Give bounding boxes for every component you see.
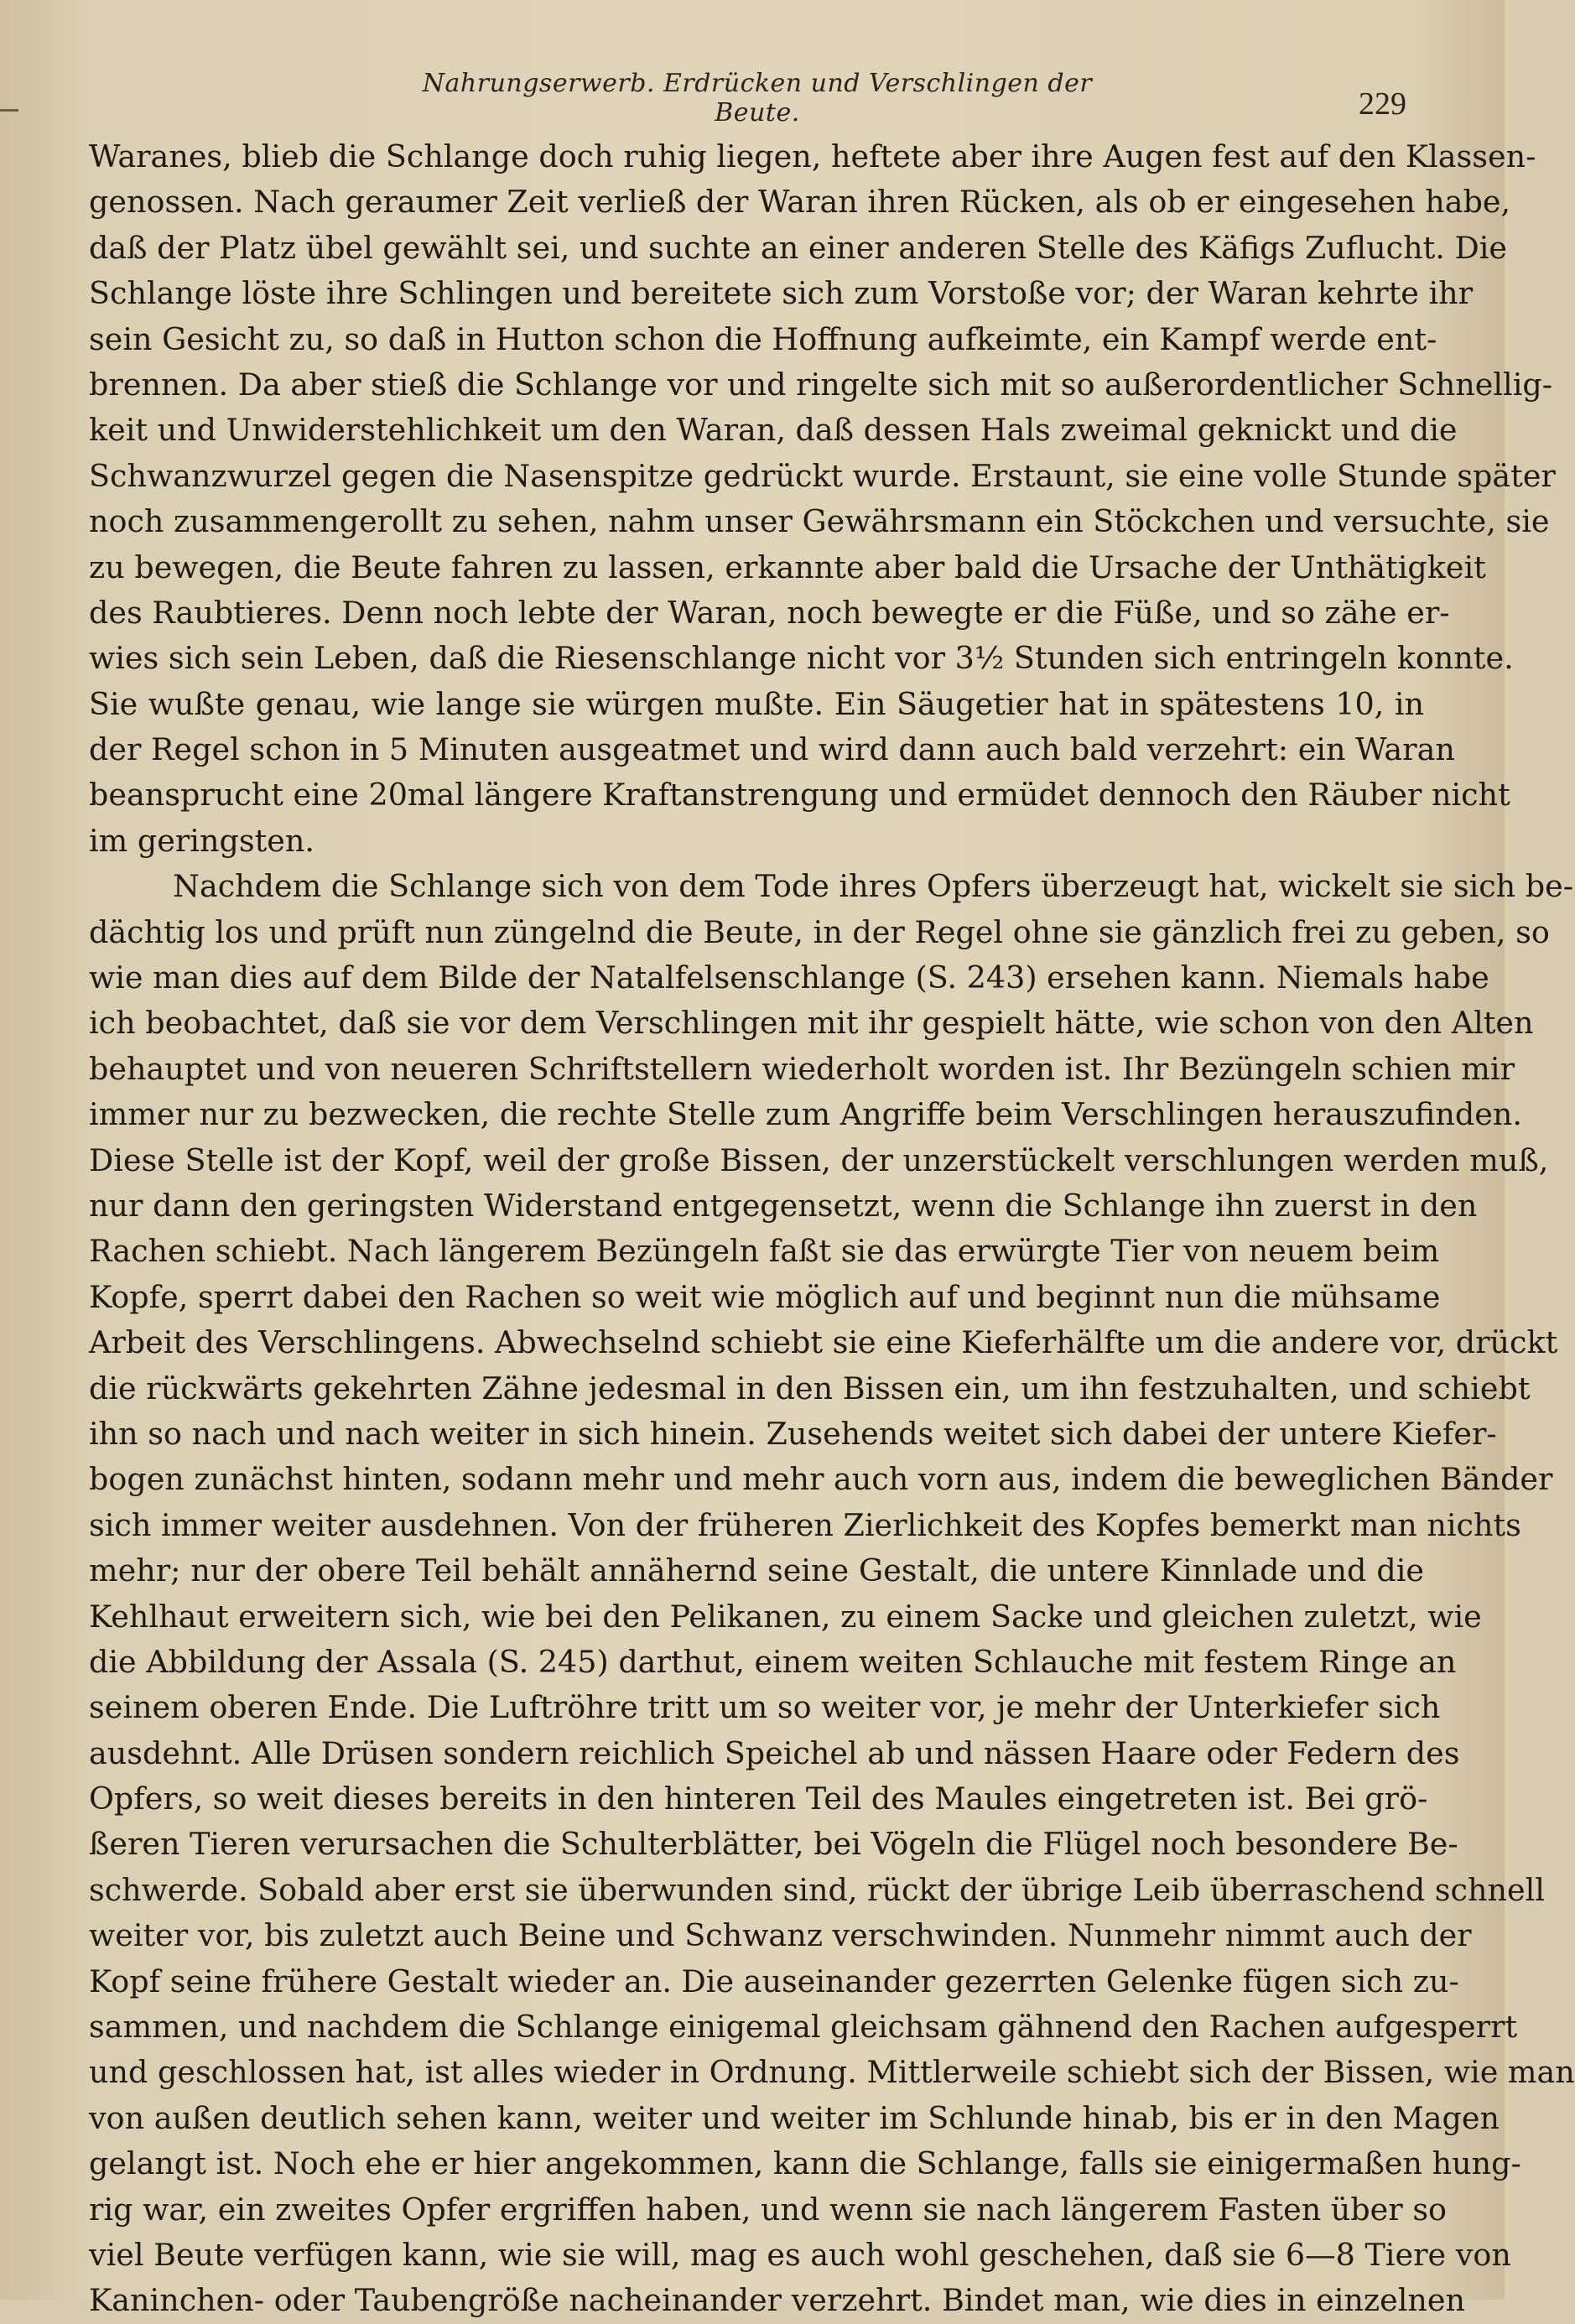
text-line: weiter vor, bis zuletzt auch Beine und Schwanz verschwinden. Nunmehr nimmt auch der: [89, 1917, 1472, 1954]
text-line: ich beobachtet, daß sie vor dem Verschlingen mit ihr gespielt hätte, wie schon von den Alten: [89, 1005, 1534, 1042]
text-line: Sie wußte genau, wie lange sie würgen mußte. Ein Säugetier hat in spätestens 10, in: [89, 685, 1424, 722]
text-line: rig war, ein zweites Opfer ergriffen haben, und wenn sie nach längerem Fasten über so: [89, 2191, 1448, 2228]
text-line: die rückwärts gekehrten Zähne jedesmal in den Bissen ein, um ihn festzuhalten, und schiebt: [89, 1370, 1531, 1406]
text-line: daß der Platz übel gewählt sei, und suchte an einer anderen Stelle des Käfigs Zuflucht. Die: [89, 229, 1508, 266]
text-line: Schwanzwurzel gegen die Nasenspitze gedrückt wurde. Erstaunt, sie eine volle Stunde später: [89, 457, 1556, 494]
text-line: im geringsten.: [89, 822, 314, 859]
text-line: behauptet und von neueren Schriftstellern wiederholt worden ist. Ihr Bezüngeln schien mir: [89, 1050, 1515, 1087]
text-line: Opfers, so weit dieses bereits in den hinteren Teil des Maules eingetreten ist. Bei grö-: [89, 1781, 1428, 1817]
text-line: keit und Unwiderstehlichkeit um den Waran, daß dessen Hals zweimal geknickt und die: [89, 412, 1458, 449]
text-line: noch zusammengerollt zu sehen, nahm unser Gewährsmann ein Stöckchen und versuchte, sie: [89, 503, 1550, 540]
page-number: 229: [1359, 86, 1406, 122]
text-line: immer nur zu bezwecken, die rechte Stelle zum Angriffe beim Verschlingen herauszufinden.: [89, 1096, 1522, 1133]
text-line: wie man dies auf dem Bilde der Natalfelsenschlange (S. 243) ersehen kann. Niemals habe: [89, 959, 1489, 996]
text-line: dächtig los und prüft nun züngelnd die Beute, in der Regel ohne sie gänzlich frei zu geben, so: [89, 913, 1550, 950]
text-line: Kaninchen- oder Taubengröße nacheinander verzehrt. Bindet man, wie dies in einzelnen: [89, 2282, 1466, 2319]
text-line: ßeren Tieren verursachen die Schulterblätter, bei Vögeln die Flügel noch besondere Be-: [89, 1826, 1458, 1863]
text-line: von außen deutlich sehen kann, weiter und weiter im Schlunde hinab, bis er in den Magen: [89, 2099, 1500, 2136]
body-text: [89, 134, 1575, 2324]
text-line: die Abbildung der Assala (S. 245) darthut, einem weiten Schlauche mit festem Ringe an: [89, 1643, 1457, 1680]
text-line: des Raubtieres. Denn noch lebte der Waran, noch bewegte er die Füße, und so zähe er-: [89, 594, 1450, 631]
text-line: schwerde. Sobald aber erst sie überwunden sind, rückt der übrige Leib überraschend schnell: [89, 1871, 1545, 1908]
text-line: Rachen schiebt. Nach längerem Bezüngeln faßt sie das erwürgte Tier von neuem beim: [89, 1233, 1440, 1270]
text-line: Waranes, blieb die Schlange doch ruhig liegen, heftete aber ihre Augen fest auf den Klassen-: [89, 138, 1536, 174]
text-line: ihn so nach und nach weiter in sich hinein. Zusehends weitet sich dabei der untere Kiefer-: [89, 1415, 1497, 1452]
text-line: wies sich sein Leben, daß die Riesenschlange nicht vor 3½ Stunden sich entringeln konnte.: [89, 640, 1514, 677]
text-line: Kopf seine frühere Gestalt wieder an. Die auseinander gezerrten Gelenke fügen sich zu-: [89, 1963, 1459, 1999]
text-line: Schlange löste ihre Schlingen und bereitete sich zum Vorstoße vor; der Waran kehrte ihr: [89, 275, 1474, 312]
text-line: ausdehnt. Alle Drüsen sondern reichlich Speichel ab und nässen Haare oder Federn des: [89, 1734, 1460, 1771]
text-line: der Regel schon in 5 Minuten ausgeatmet und wird dann auch bald verzehrt: ein Waran: [89, 731, 1455, 768]
text-line: sein Gesicht zu, so daß in Hutton schon die Hoffnung aufkeimte, ein Kampf werde ent-: [89, 320, 1437, 357]
text-line: viel Beute verfügen kann, wie sie will, mag es auch wohl geschehen, daß sie 6—8 Tiere von: [89, 2236, 1511, 2273]
text-line: bogen zunächst hinten, sodann mehr und mehr auch vorn aus, indem die beweglichen Bänder: [89, 1461, 1553, 1498]
text-line: Kopfe, sperrt dabei den Rachen so weit wie möglich auf und beginnt nun die mühsame: [89, 1278, 1441, 1315]
page-header: [0, 69, 1505, 127]
text-line: Kehlhaut erweitern sich, wie bei den Pelikanen, zu einem Sacke und gleichen zuletzt, wie: [89, 1598, 1482, 1635]
text-line: genossen. Nach geraumer Zeit verließ der Waran ihren Rücken, als ob er eingesehen habe,: [89, 184, 1511, 221]
text-line: seinem oberen Ende. Die Luftröhre tritt um so weiter vor, je mehr der Unterkiefer sich: [89, 1689, 1441, 1726]
text-line: und geschlossen hat, ist alles wieder in Ordnung. Mittlerweile schiebt sich der Bissen, wie man: [89, 2054, 1575, 2091]
text-line: zu bewegen, die Beute fahren zu lassen, erkannte aber bald die Ursache der Unthätigkeit: [89, 549, 1486, 585]
text-line: brennen. Da aber stieß die Schlange vor und ringelte sich mit so außerordentlicher Schnellig-: [89, 366, 1553, 403]
text-line: Diese Stelle ist der Kopf, weil der große Bissen, der unzerstückelt verschlungen werden muß,: [89, 1141, 1549, 1178]
text-line: mehr; nur der obere Teil behält annähernd seine Gestalt, die untere Kinnlade und die: [89, 1552, 1424, 1589]
text-line: gelangt ist. Noch ehe er hier angekommen, kann die Schlange, falls sie einigermaßen hung-: [89, 2145, 1521, 2182]
text-line: sammen, und nachdem die Schlange einigemal gleichsam gähnend den Rachen aufgesperrt: [89, 2009, 1518, 2046]
text-line: nur dann den geringsten Widerstand entgegensetzt, wenn die Schlange ihn zuerst in den: [89, 1187, 1478, 1224]
text-line: Arbeit des Verschlingens. Abwechselnd schiebt sie eine Kieferhälfte um die andere vor, drückt: [89, 1324, 1558, 1361]
text-line: Nachdem die Schlange sich von dem Tode ihres Opfers überzeugt hat, wickelt sie sich be-: [173, 868, 1574, 905]
running-title: Nahrungserwerb. Erdrücken und Verschlingen der Beute.: [422, 69, 1093, 127]
text-line: beansprucht eine 20mal längere Kraftanstrengung und ermüdet dennoch den Räuber nicht: [89, 777, 1510, 814]
text-line: sich immer weiter ausdehnen. Von der früheren Zierlichkeit des Kopfes bemerkt man nichts: [89, 1506, 1521, 1543]
